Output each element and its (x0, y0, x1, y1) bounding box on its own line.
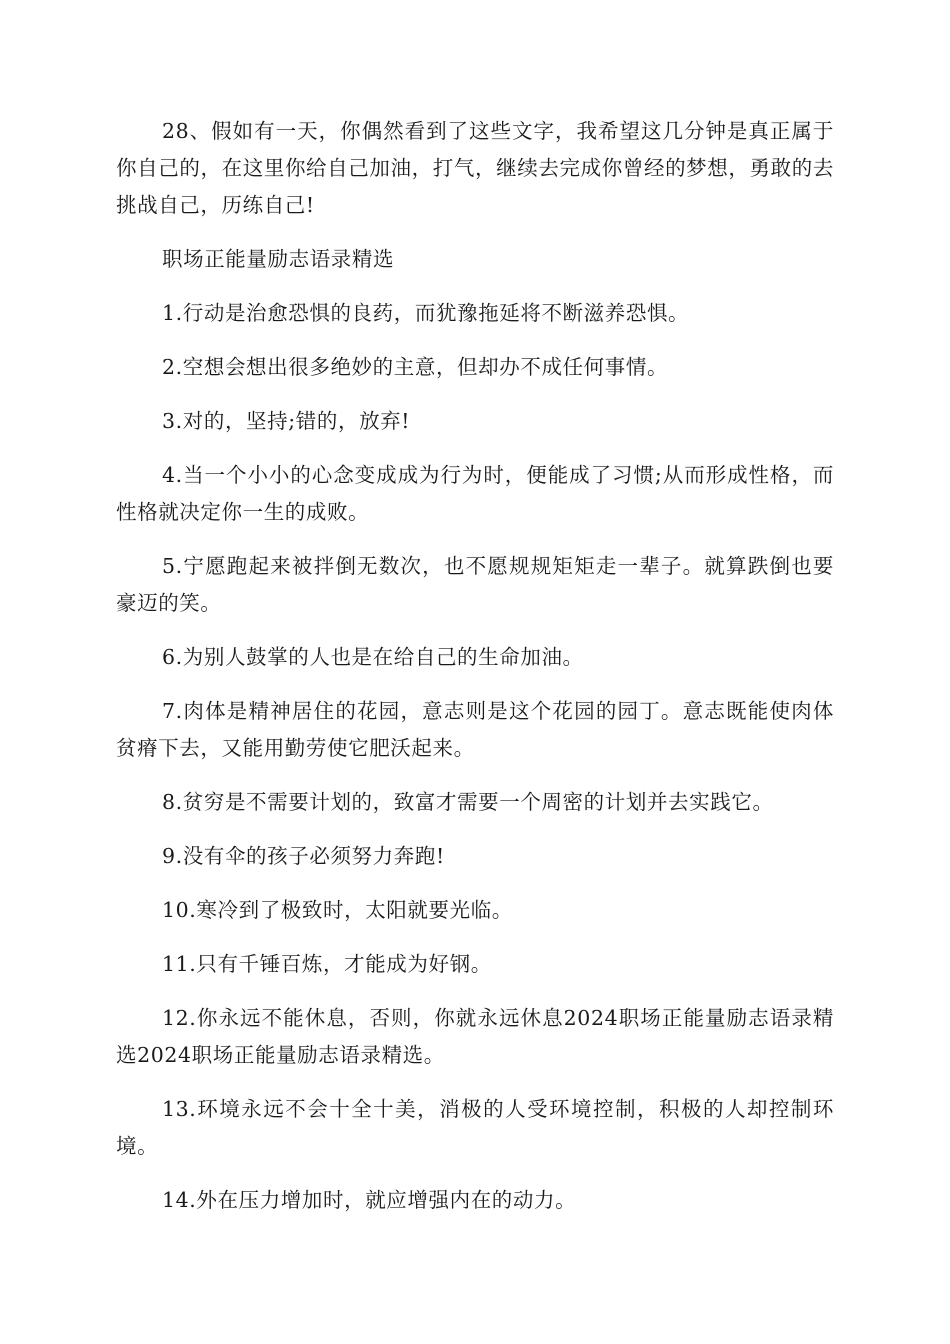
quote-12: 12.你永远不能休息，否则，你就永远休息2024职场正能量励志语录精选2024职场正能量励志语录精选。 (116, 1006, 834, 1067)
quote-2: 2.空想会想出很多绝妙的主意，但却办不成任何事情。 (162, 355, 669, 379)
quote-11: 11.只有千锤百炼，才能成为好钢。 (162, 952, 492, 976)
document-body (116, 113, 834, 1236)
quote-13: 13.环境永远不会十全十美，消极的人受环境控制，积极的人却控制环境。 (116, 1097, 834, 1158)
quote-9: 9.没有伞的孩子必须努力奔跑! (162, 844, 445, 868)
quote-14: 14.外在压力增加时，就应增强内在的动力。 (162, 1188, 577, 1212)
quote-3: 3.对的，坚持;错的，放弃! (162, 409, 411, 433)
paragraph-28: 28、假如有一天，你偶然看到了这些文字，我希望这几分钟是真正属于你自己的，在这里你给自己加油，打气，继续去完成你曾经的梦想，勇敢的去挑战自己，历练自己! (116, 119, 834, 217)
quote-7: 7.肉体是精神居住的花园，意志则是这个花园的园丁。意志既能使肉体贫瘠下去，又能用勤劳使它肥沃起来。 (116, 699, 834, 760)
quote-1: 1.行动是治愈恐惧的良药，而犹豫拖延将不断滋养恐惧。 (162, 301, 690, 325)
quote-5: 5.宁愿跑起来被拌倒无数次，也不愿规规矩矩走一辈子。就算跌倒也要豪迈的笑。 (116, 554, 834, 615)
quote-8: 8.贫穷是不需要计划的，致富才需要一个周密的计划并去实践它。 (162, 790, 774, 814)
section-heading: 职场正能量励志语录精选 (162, 247, 395, 271)
quote-10: 10.寒冷到了极致时，太阳就要光临。 (162, 898, 513, 922)
quote-6: 6.为别人鼓掌的人也是在给自己的生命加油。 (162, 645, 584, 669)
quote-4: 4.当一个小小的心念变成成为行为时，便能成了习惯;从而形成性格，而性格就决定你一生的成败。 (116, 463, 834, 524)
